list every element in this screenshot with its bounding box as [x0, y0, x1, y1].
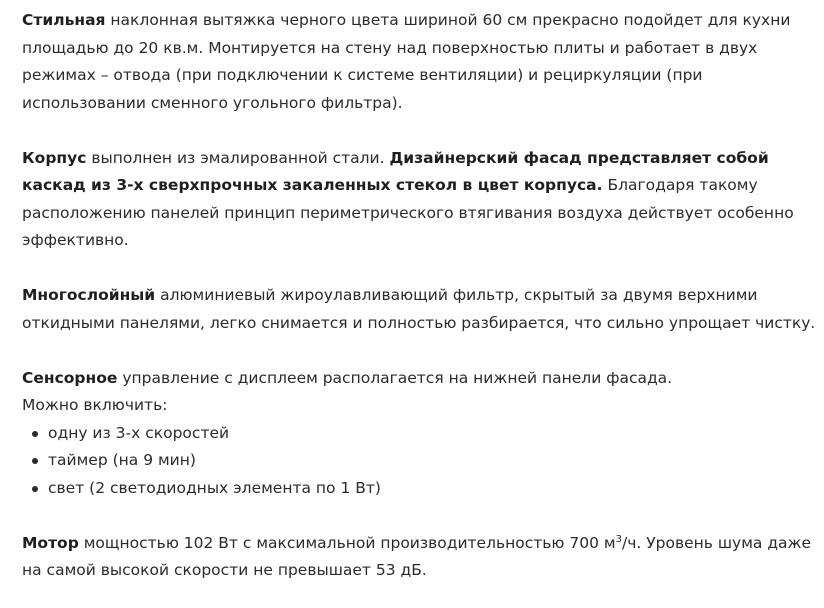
- list-item-text: свет (2 светодиодных элемента по 1 Вт): [48, 478, 381, 497]
- paragraph-motor-text: мощностью 102 Вт с максимальной производительностью 700 м: [78, 533, 616, 552]
- list-item: [32, 475, 822, 503]
- paragraph-style: [22, 7, 822, 117]
- paragraph-control-intro: Можно включить:: [22, 396, 168, 414]
- paragraph-body-highlight: Дизайнерский фасад представляет собой каскад из 3-х сверхпрочных закаленных стекол в цвет корпуса.: [22, 148, 769, 194]
- paragraph-body-lead: Корпус: [22, 148, 87, 167]
- paragraph-motor-lead: Мотор: [22, 533, 79, 552]
- list-item-text: таймер (на 9 мин): [48, 451, 196, 469]
- bullet-icon: [32, 431, 38, 437]
- paragraph-filter-text: алюминиевый жироулавливающий фильтр, скрытый за двумя верхними откидными панелями, легко снимается и полностью разбирается, что сильно упрощает чистку.: [22, 286, 816, 332]
- paragraph-body-text: выполнен из эмалированной стали.: [86, 148, 390, 167]
- paragraph-body-text-2: Благодаря такому расположению панелей принцип периметрического втягивания воздуха действует особенно эффективно.: [22, 176, 794, 249]
- product-description: [22, 7, 822, 585]
- paragraph-motor-text-2: /ч. Уровень шума даже на самой высокой скорости не превышает 53 дБ.: [22, 533, 812, 579]
- list-item: [32, 420, 822, 448]
- list-item-text: одну из 3-х скоростей: [48, 423, 230, 442]
- paragraph-filter: [22, 282, 822, 337]
- paragraph-style-lead: Стильная: [22, 11, 106, 29]
- paragraph-style-text: наклонная вытяжка черного цвета шириной 60 см прекрасно подойдет для кухни площадью до 20 кв.м. Монтируется на стену над поверхностью плиты и работает в двух режимах – отвода (при подключении к системе вентиляции) и рециркуляции (при использовании сменного угольного фильтра).: [22, 11, 791, 112]
- bullet-icon: [32, 458, 38, 464]
- paragraph-control-lead: Сенсорное: [22, 368, 118, 387]
- control-feature-list: [22, 420, 822, 503]
- paragraph-control: [22, 365, 822, 393]
- paragraph-motor: [22, 530, 822, 585]
- paragraph-filter-lead: Многослойный: [22, 286, 156, 304]
- paragraph-control-text: управление с дисплеем располагается на нижней панели фасада.: [117, 368, 673, 387]
- bullet-icon: [32, 486, 38, 492]
- superscript-three: 3: [615, 533, 622, 545]
- paragraph-body: [22, 145, 822, 255]
- list-item: [32, 447, 822, 475]
